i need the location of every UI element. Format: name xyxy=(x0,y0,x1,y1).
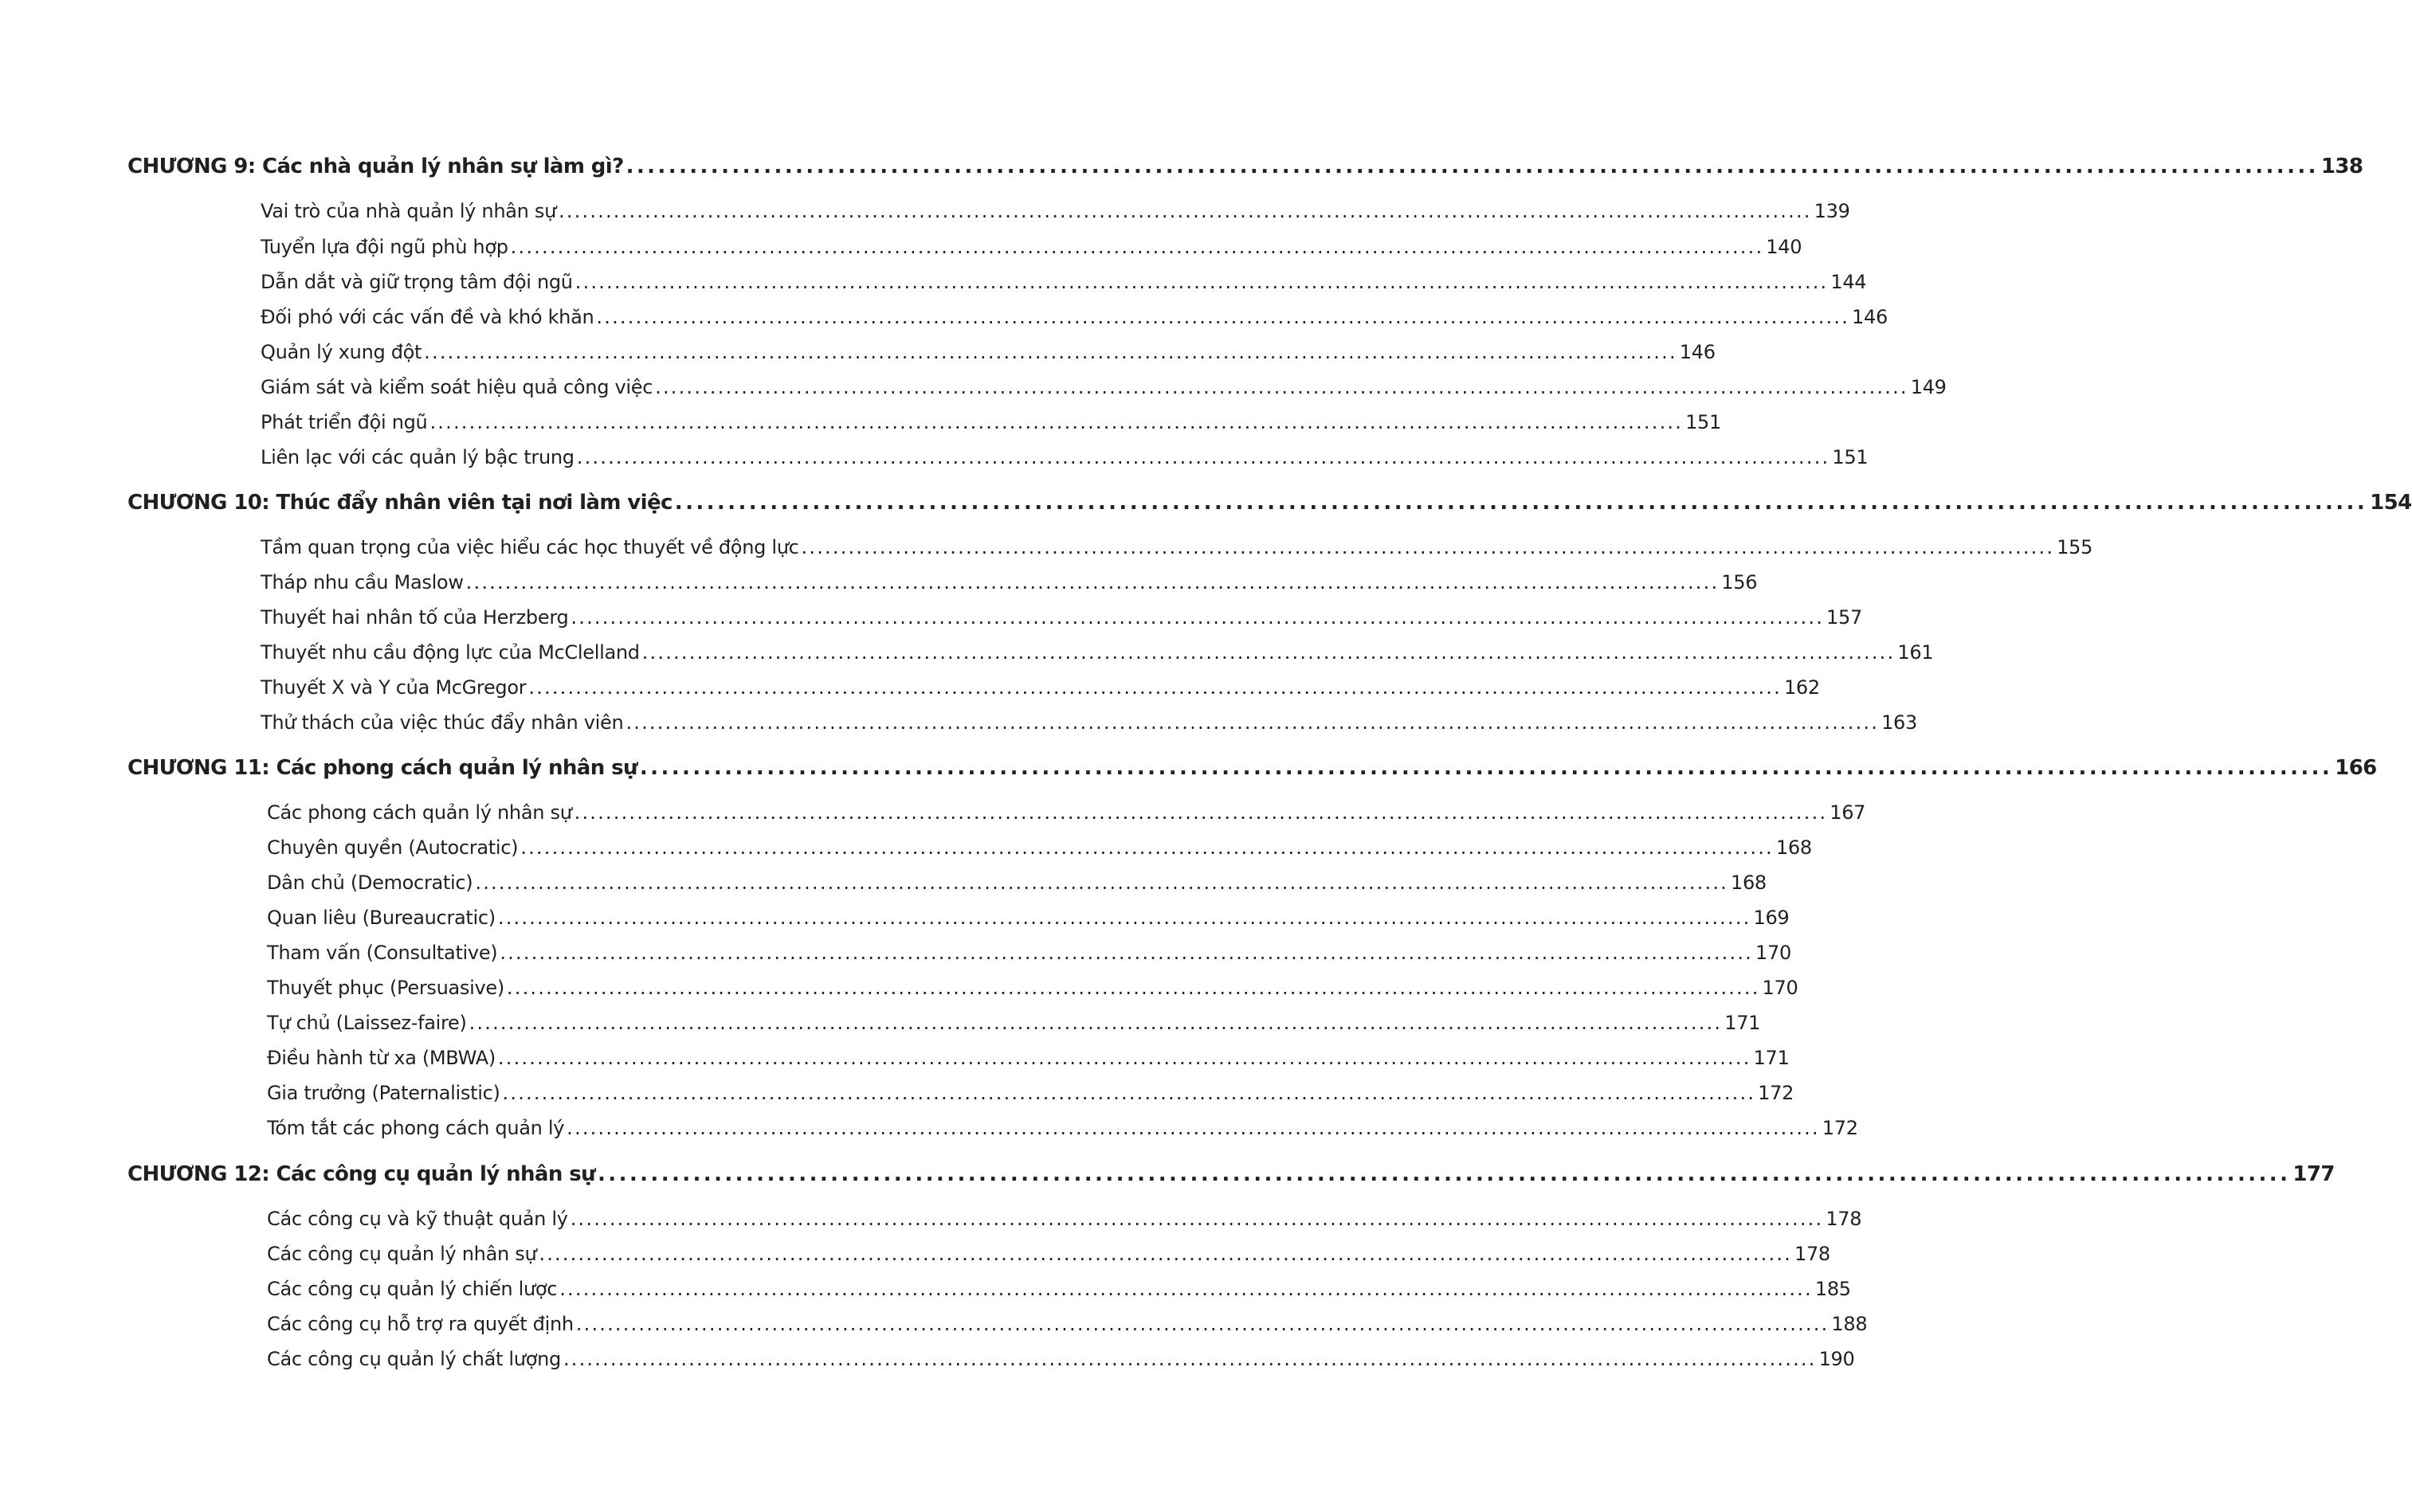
entry-page-number: 171 xyxy=(1724,1012,1761,1034)
entry-title: Quan liêu (Bureaucratic) xyxy=(267,907,496,929)
dot-leader: ................................................................................................................................................................ xyxy=(429,411,1684,433)
toc-entry xyxy=(267,1243,1830,1265)
toc-entry xyxy=(261,236,1802,258)
entry-page-number: 162 xyxy=(1783,676,1820,699)
dot-leader: ................................................................................................................................................................ xyxy=(500,942,1753,964)
entry-title: Đối phó với các vấn đề và khó khăn xyxy=(261,306,594,328)
toc-entry xyxy=(267,1313,1868,1335)
toc-entry xyxy=(267,1348,1855,1370)
chapter-page-number: 177 xyxy=(2292,1162,2335,1186)
entry-title: Vai trò của nhà quản lý nhân sự xyxy=(261,200,556,222)
entry-page-number: 169 xyxy=(1753,907,1790,929)
entry-title: Phát triển đội ngũ xyxy=(261,411,428,433)
entry-page-number: 155 xyxy=(2057,536,2093,558)
entry-title: Thuyết phục (Persuasive) xyxy=(267,977,504,999)
dot-leader: ................................................................................................................................................................ xyxy=(626,711,1880,734)
entry-title: Thuyết nhu cầu động lực của McClelland xyxy=(261,641,640,664)
chapter-page-number: 166 xyxy=(2335,756,2377,780)
entry-title: Chuyên quyền (Autocratic) xyxy=(267,836,519,859)
entry-page-number: 168 xyxy=(1775,836,1812,859)
entry-page-number: 140 xyxy=(1766,236,1802,258)
entry-title: Các công cụ hỗ trợ ra quyết định xyxy=(267,1313,574,1335)
dot-leader: ................................................................................................................................................................ xyxy=(475,872,1728,894)
entry-title: Gia trưởng (Paternalistic) xyxy=(267,1082,500,1104)
entry-title: Các phong cách quản lý nhân sự xyxy=(267,801,572,824)
dot-leader: ................................................................................................................................................................ xyxy=(539,1243,1792,1265)
toc-entry xyxy=(267,907,1790,929)
toc-entry xyxy=(261,676,1820,699)
toc-entry xyxy=(267,1278,1851,1300)
dot-leader: ................................................................................................................................................................ xyxy=(469,1012,1723,1034)
chapter-heading xyxy=(127,491,2412,515)
toc-entry xyxy=(261,341,1716,363)
chapter-title: CHƯƠNG 11: Các phong cách quản lý nhân sự xyxy=(127,756,637,780)
entry-title: Giám sát và kiểm soát hiệu quả công việc xyxy=(261,376,653,398)
entry-page-number: 151 xyxy=(1832,446,1869,468)
entry-page-number: 168 xyxy=(1730,872,1767,894)
dot-leader: ................................................................................................................................................................ xyxy=(497,907,1751,929)
entry-page-number: 144 xyxy=(1830,271,1867,293)
entry-title: Tự chủ (Laissez-faire) xyxy=(267,1012,467,1034)
toc-entry xyxy=(261,711,1917,734)
entry-page-number: 178 xyxy=(1826,1208,1862,1230)
entry-title: Tóm tắt các phong cách quản lý xyxy=(267,1117,565,1139)
entry-title: Thử thách của việc thúc đẩy nhân viên xyxy=(261,711,624,734)
dot-leader: ................................................................................................................................................................ xyxy=(497,1047,1751,1069)
dot-leader: ................................................................................................................................................................ xyxy=(576,446,1830,468)
toc-entry xyxy=(261,536,2093,558)
dot-leader: ................................................................................................................................................................ xyxy=(596,306,1850,328)
entry-page-number: 149 xyxy=(1910,376,1947,398)
entry-page-number: 188 xyxy=(1831,1313,1868,1335)
entry-title: Tham vấn (Consultative) xyxy=(267,942,498,964)
toc-entry xyxy=(261,376,1947,398)
entry-title: Thuyết hai nhân tố của Herzberg xyxy=(261,606,569,629)
entry-page-number: 185 xyxy=(1814,1278,1851,1300)
entry-title: Các công cụ quản lý chiến lược xyxy=(267,1278,558,1300)
dot-leader: ................................................................................................................................................................ xyxy=(528,676,1782,699)
entry-title: Quản lý xung đột xyxy=(261,341,422,363)
toc-entry xyxy=(261,641,1934,664)
toc-entry xyxy=(267,1208,1862,1230)
chapter-title: CHƯƠNG 9: Các nhà quản lý nhân sự làm gì? xyxy=(127,155,624,178)
entry-title: Liên lạc với các quản lý bậc trung xyxy=(261,446,575,468)
entry-page-number: 170 xyxy=(1755,942,1791,964)
toc-entry xyxy=(267,872,1767,894)
entry-page-number: 139 xyxy=(1814,200,1850,222)
toc-entry xyxy=(267,977,1798,999)
entry-title: Tầm quan trọng của việc hiểu các học thuyết về động lực xyxy=(261,536,799,558)
dot-leader: ................................................................................................................................................................ xyxy=(510,236,1764,258)
entry-page-number: 172 xyxy=(1758,1082,1794,1104)
dot-leader: ................................................................................................................................................................ xyxy=(567,1117,1820,1139)
entry-page-number: 178 xyxy=(1794,1243,1830,1265)
entry-title: Thuyết X và Y của McGregor xyxy=(261,676,527,699)
dot-leader: ................................................................................................................................................................ xyxy=(570,1208,1824,1230)
toc-entry xyxy=(261,271,1867,293)
chapter-heading xyxy=(127,756,2377,780)
toc-entry xyxy=(267,1082,1794,1104)
chapter-page-number: 138 xyxy=(2320,155,2363,178)
toc-entry xyxy=(267,1047,1790,1069)
toc-entry xyxy=(261,571,1758,593)
chapter-heading xyxy=(127,155,2363,178)
entry-page-number: 146 xyxy=(1852,306,1888,328)
chapter-heading xyxy=(127,1162,2335,1186)
dot-leader: ................................................................................................................................................................ xyxy=(424,341,1677,363)
dot-leader: ................................................................................................................................................................ xyxy=(559,200,1812,222)
entry-title: Tuyển lựa đội ngũ phù hợp xyxy=(261,236,508,258)
toc-entry xyxy=(261,200,1850,222)
dot-leader: ................................................................................................................................................................ xyxy=(559,1278,1813,1300)
toc-entry xyxy=(267,836,1812,859)
dot-leader: ................................................................................................................................................................ xyxy=(674,491,2368,515)
dot-leader: ................................................................................................................................................................ xyxy=(571,606,1825,629)
entry-title: Các công cụ và kỹ thuật quản lý xyxy=(267,1208,568,1230)
dot-leader: ................................................................................................................................................................ xyxy=(563,1348,1817,1370)
toc-entry xyxy=(261,606,1862,629)
toc-entry xyxy=(267,942,1791,964)
dot-leader: ................................................................................................................................................................ xyxy=(801,536,2055,558)
entry-page-number: 151 xyxy=(1685,411,1721,433)
entry-title: Các công cụ quản lý nhân sự xyxy=(267,1243,537,1265)
entry-title: Dẫn dắt và giữ trọng tâm đội ngũ xyxy=(261,271,573,293)
toc-entry xyxy=(261,306,1888,328)
chapter-title: CHƯƠNG 12: Các công cụ quản lý nhân sự xyxy=(127,1162,596,1186)
dot-leader: ................................................................................................................................................................ xyxy=(465,571,1720,593)
dot-leader: ................................................................................................................................................................ xyxy=(574,801,1828,824)
entry-title: Các công cụ quản lý chất lượng xyxy=(267,1348,561,1370)
chapter-title: CHƯƠNG 10: Thúc đẩy nhân viên tại nơi làm việc xyxy=(127,491,673,515)
dot-leader: ................................................................................................................................................................ xyxy=(575,271,1829,293)
dot-leader: ................................................................................................................................................................ xyxy=(506,977,1760,999)
dot-leader: ................................................................................................................................................................ xyxy=(655,376,1908,398)
entry-title: Điều hành từ xa (MBWA) xyxy=(267,1047,496,1069)
dot-leader: ................................................................................................................................................................ xyxy=(598,1162,2291,1186)
toc-entry xyxy=(261,446,1869,468)
entry-page-number: 146 xyxy=(1679,341,1716,363)
dot-leader: ................................................................................................................................................................ xyxy=(641,641,1896,664)
toc-entry xyxy=(267,1012,1761,1034)
dot-leader: ................................................................................................................................................................ xyxy=(520,836,1774,859)
entry-page-number: 161 xyxy=(1897,641,1934,664)
dot-leader: ................................................................................................................................................................ xyxy=(502,1082,1756,1104)
toc-entry xyxy=(267,1117,1858,1139)
entry-page-number: 170 xyxy=(1762,977,1798,999)
chapter-page-number: 154 xyxy=(2370,491,2412,515)
entry-title: Dân chủ (Democratic) xyxy=(267,872,473,894)
dot-leader: ................................................................................................................................................................ xyxy=(639,756,2333,780)
entry-page-number: 167 xyxy=(1830,801,1866,824)
entry-page-number: 157 xyxy=(1826,606,1862,629)
toc-entry xyxy=(267,801,1866,824)
entry-page-number: 172 xyxy=(1822,1117,1858,1139)
toc-entry xyxy=(261,411,1721,433)
entry-page-number: 171 xyxy=(1753,1047,1790,1069)
dot-leader: ................................................................................................................................................................ xyxy=(575,1313,1830,1335)
entry-title: Tháp nhu cầu Maslow xyxy=(261,571,464,593)
entry-page-number: 156 xyxy=(1721,571,1758,593)
dot-leader: ................................................................................................................................................................ xyxy=(626,155,2319,178)
entry-page-number: 190 xyxy=(1818,1348,1855,1370)
entry-page-number: 163 xyxy=(1881,711,1917,734)
